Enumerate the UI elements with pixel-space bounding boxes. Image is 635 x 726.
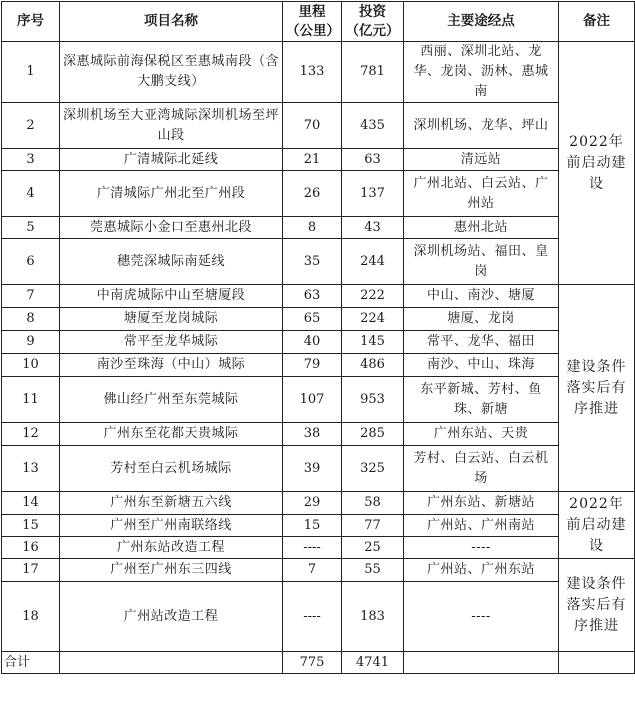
name-cell: 佛山经广州至东莞城际 [60, 377, 283, 423]
length-cell: ---- [283, 582, 342, 652]
route-cell: 东平新城、芳村、鱼珠、新塘 [404, 377, 559, 423]
seq-cell: 6 [2, 239, 60, 285]
table-row [2, 537, 635, 559]
seq-cell: 17 [2, 559, 60, 582]
remark-cell: 2022年前启动建设 [559, 42, 635, 285]
table-row [2, 149, 635, 171]
name-cell: 广州东站改造工程 [60, 537, 283, 559]
route-cell: 广州北站、白云站、广州站 [404, 171, 559, 217]
header-row [2, 2, 635, 42]
route-cell: 芳村、白云站、白云机场 [404, 446, 559, 492]
header-remark: 备注 [559, 2, 635, 42]
table-row [2, 559, 635, 582]
seq-cell: 9 [2, 331, 60, 354]
invest-cell: 244 [342, 239, 404, 285]
route-cell: 塘厦、龙岗 [404, 308, 559, 331]
length-cell: 21 [283, 149, 342, 171]
table-row [2, 492, 635, 515]
table-row [2, 354, 635, 377]
name-cell: 广州东至新塘五六线 [60, 492, 283, 515]
header-seq: 序号 [2, 2, 60, 42]
invest-cell: 183 [342, 582, 404, 652]
seq-cell: 16 [2, 537, 60, 559]
table-row [2, 582, 635, 652]
length-cell: 7 [283, 559, 342, 582]
table-row [2, 423, 635, 446]
invest-cell: 486 [342, 354, 404, 377]
table-row [2, 515, 635, 537]
route-cell: 广州站、广州东站 [404, 559, 559, 582]
seq-cell: 7 [2, 285, 60, 308]
invest-cell: 435 [342, 103, 404, 149]
seq-cell: 18 [2, 582, 60, 652]
length-cell: 38 [283, 423, 342, 446]
total-remark-empty [559, 652, 635, 674]
header-name: 项目名称 [60, 2, 283, 42]
length-cell: 79 [283, 354, 342, 377]
length-cell: 63 [283, 285, 342, 308]
name-cell: 深惠城际前海保税区至惠城南段（含大鹏支线） [60, 42, 283, 103]
seq-cell: 14 [2, 492, 60, 515]
seq-cell: 12 [2, 423, 60, 446]
invest-cell: 222 [342, 285, 404, 308]
invest-cell: 145 [342, 331, 404, 354]
length-cell: 29 [283, 492, 342, 515]
invest-cell: 137 [342, 171, 404, 217]
invest-cell: 77 [342, 515, 404, 537]
table-row [2, 171, 635, 217]
seq-cell: 15 [2, 515, 60, 537]
route-cell: 深圳机场站、福田、皇岗 [404, 239, 559, 285]
invest-cell: 325 [342, 446, 404, 492]
route-cell: 深圳机场、龙华、坪山 [404, 103, 559, 149]
length-cell: 40 [283, 331, 342, 354]
route-cell: 西丽、深圳北站、龙华、龙岗、沥林、惠城南 [404, 42, 559, 103]
table-row [2, 308, 635, 331]
length-cell: 107 [283, 377, 342, 423]
seq-cell: 2 [2, 103, 60, 149]
route-cell: 常平、龙华、福田 [404, 331, 559, 354]
table-row [2, 103, 635, 149]
table-row [2, 377, 635, 423]
seq-cell: 4 [2, 171, 60, 217]
table-row [2, 331, 635, 354]
name-cell: 常平至龙华城际 [60, 331, 283, 354]
total-length: 775 [283, 652, 342, 674]
seq-cell: 8 [2, 308, 60, 331]
projects-table [1, 1, 635, 674]
table-row [2, 217, 635, 239]
seq-cell: 10 [2, 354, 60, 377]
length-cell: 35 [283, 239, 342, 285]
name-cell: 穗莞深城际南延线 [60, 239, 283, 285]
route-cell: 清远站 [404, 149, 559, 171]
total-row [2, 652, 635, 674]
seq-cell: 1 [2, 42, 60, 103]
length-cell: ---- [283, 537, 342, 559]
invest-cell: 781 [342, 42, 404, 103]
total-name-empty [60, 652, 283, 674]
route-cell: 广州东站、新塘站 [404, 492, 559, 515]
invest-cell: 285 [342, 423, 404, 446]
route-cell: ---- [404, 582, 559, 652]
remark-cell: 建设条件落实后有序推进 [559, 285, 635, 492]
name-cell: 芳村至白云机场城际 [60, 446, 283, 492]
length-cell: 70 [283, 103, 342, 149]
header-route: 主要途经点 [404, 2, 559, 42]
header-invest: 投资 （亿元） [342, 2, 404, 42]
name-cell: 广州至广州东三四线 [60, 559, 283, 582]
table-row [2, 239, 635, 285]
length-cell: 15 [283, 515, 342, 537]
invest-cell: 25 [342, 537, 404, 559]
total-invest: 4741 [342, 652, 404, 674]
seq-cell: 11 [2, 377, 60, 423]
table-row [2, 285, 635, 308]
name-cell: 广清城际广州北至广州段 [60, 171, 283, 217]
length-cell: 8 [283, 217, 342, 239]
name-cell: 南沙至珠海（中山）城际 [60, 354, 283, 377]
route-cell: 惠州北站 [404, 217, 559, 239]
invest-cell: 43 [342, 217, 404, 239]
name-cell: 广州站改造工程 [60, 582, 283, 652]
name-cell: 深圳机场至大亚湾城际深圳机场至坪山段 [60, 103, 283, 149]
name-cell: 塘厦至龙岗城际 [60, 308, 283, 331]
total-route-empty [404, 652, 559, 674]
seq-cell: 13 [2, 446, 60, 492]
invest-cell: 58 [342, 492, 404, 515]
remark-cell: 2022年前启动建设 [559, 492, 635, 559]
length-cell: 133 [283, 42, 342, 103]
remark-cell: 建设条件落实后有序推进 [559, 559, 635, 652]
route-cell: 南沙、中山、珠海 [404, 354, 559, 377]
table-row [2, 446, 635, 492]
length-cell: 65 [283, 308, 342, 331]
route-cell: 广州站、广州南站 [404, 515, 559, 537]
route-cell: ---- [404, 537, 559, 559]
name-cell: 广清城际北延线 [60, 149, 283, 171]
seq-cell: 3 [2, 149, 60, 171]
route-cell: 中山、南沙、塘厦 [404, 285, 559, 308]
seq-cell: 5 [2, 217, 60, 239]
route-cell: 广州东站、天贵 [404, 423, 559, 446]
name-cell: 莞惠城际小金口至惠州北段 [60, 217, 283, 239]
name-cell: 中南虎城际中山至塘厦段 [60, 285, 283, 308]
length-cell: 39 [283, 446, 342, 492]
length-cell: 26 [283, 171, 342, 217]
header-length: 里程 （公里） [283, 2, 342, 42]
invest-cell: 55 [342, 559, 404, 582]
invest-cell: 953 [342, 377, 404, 423]
total-label: 合计 [2, 652, 60, 674]
invest-cell: 224 [342, 308, 404, 331]
name-cell: 广州东至花都天贵城际 [60, 423, 283, 446]
name-cell: 广州至广州南联络线 [60, 515, 283, 537]
table-row [2, 42, 635, 103]
invest-cell: 63 [342, 149, 404, 171]
